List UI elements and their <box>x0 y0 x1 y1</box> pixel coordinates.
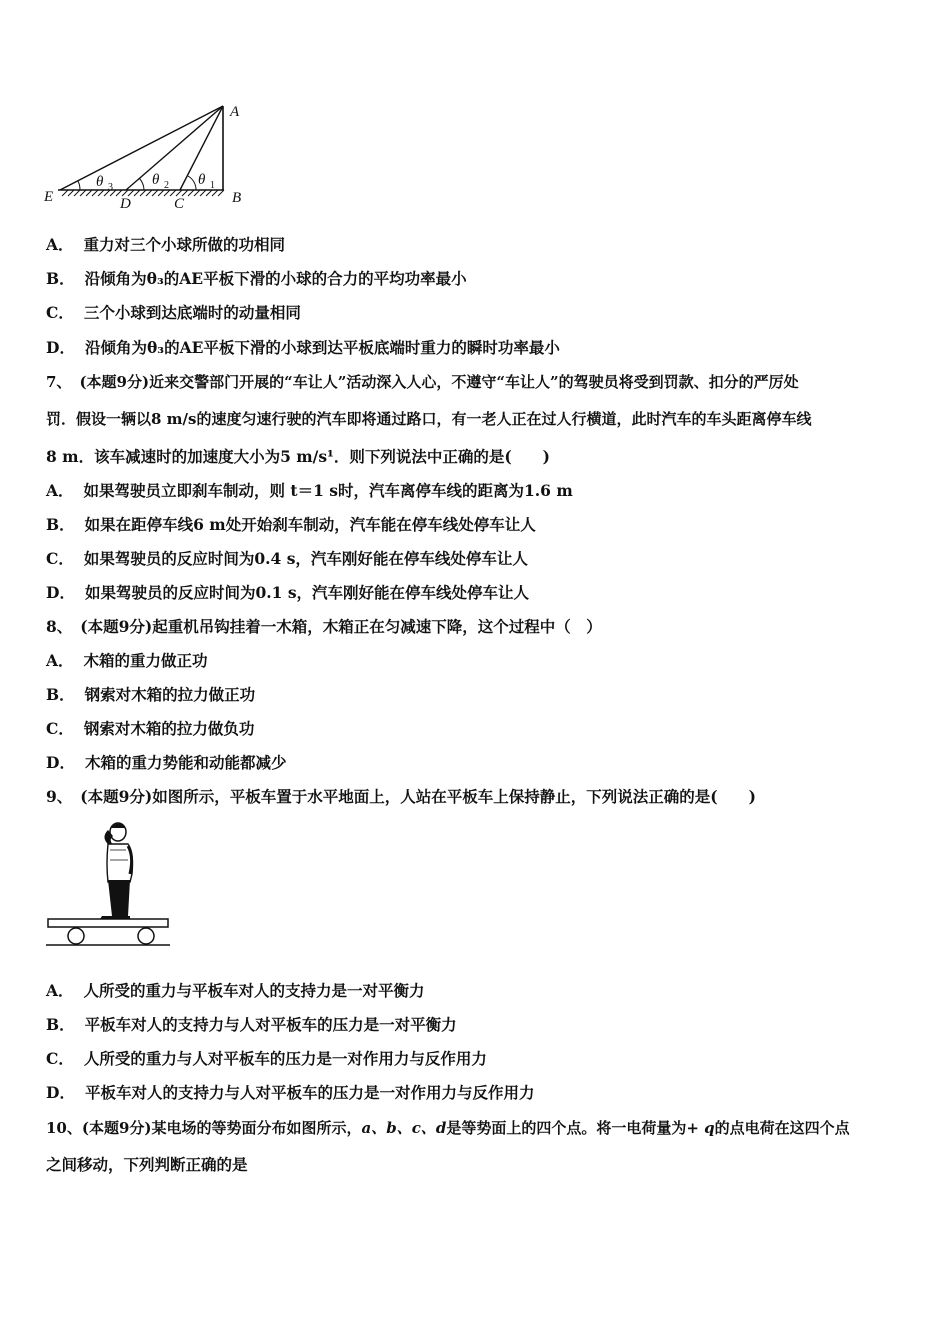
option-text: 人所受的重力与平板车对人的支持力是一对平衡力 <box>83 981 425 1000</box>
q7-stem-line2 <box>46 408 916 430</box>
incline-diagram <box>40 98 255 210</box>
label-theta3: θ <box>96 174 104 190</box>
option-letter: A． <box>46 981 74 1000</box>
question-text: (本题9分)如图所示，平板车置于水平地面上，人站在平板车上保持静止，下列说法正确的是( ) <box>80 787 756 806</box>
question-number: 10、 <box>46 1119 82 1137</box>
label-theta1-sub: 1 <box>210 180 215 191</box>
label-B: B <box>232 190 242 206</box>
option-text: 如果在距停车线6 m处开始刹车制动，汽车能在停车线处停车让人 <box>84 515 536 534</box>
question-text: (本题9分)某电场的等势面分布如图所示， <box>81 1119 362 1137</box>
question-text: 8 m．该车减速时的加速度大小为5 m/s¹．则下列说法中正确的是( ) <box>46 447 551 466</box>
option-letter: C． <box>46 1049 74 1068</box>
label-E: E <box>44 189 54 205</box>
option-letter: B． <box>46 269 75 288</box>
question-text: (本题9分)起重机吊钩挂着一木箱，木箱正在匀减速下降，这个过程中（ ） <box>80 617 602 636</box>
option-letter: C． <box>46 303 74 322</box>
point-labels: a、b、c、d <box>361 1119 447 1137</box>
option-text: 钢索对木箱的拉力做负功 <box>83 719 255 738</box>
option-letter: B． <box>46 1015 75 1034</box>
question-text: 是等势面上的四个点。将一电荷量为+ <box>446 1119 705 1137</box>
option-text: 人所受的重力与人对平板车的压力是一对作用力与反作用力 <box>83 1049 487 1068</box>
label-theta1: θ <box>198 172 206 188</box>
option-letter: B． <box>46 685 75 704</box>
q7-stem-line3 <box>46 446 916 468</box>
option-text: 沿倾角为θ₃的AE平板下滑的小球到达平板底端时重力的瞬时功率最小 <box>84 338 560 357</box>
q9-stem <box>46 786 916 808</box>
option-text: 木箱的重力做正功 <box>83 651 208 670</box>
option-letter: A． <box>46 651 74 670</box>
q10-stem-line1 <box>46 1117 916 1139</box>
q8-option-b <box>46 684 916 706</box>
q7-option-a <box>46 480 916 502</box>
q6-option-d <box>46 337 916 359</box>
label-theta3-sub: 3 <box>108 182 113 193</box>
q9-option-d <box>46 1082 916 1104</box>
question-text: 罚．假设一辆以8 m/s的速度匀速行驶的汽车即将通过路口，有一老人正在过人行横道，此时汽车的车头距离停车线 <box>46 410 812 428</box>
q10-stem-line2 <box>46 1154 916 1176</box>
option-text: 三个小球到达底端时的动量相同 <box>83 303 301 322</box>
option-letter: D． <box>46 338 75 357</box>
label-C: C <box>174 196 185 210</box>
option-text: 如果驾驶员立即刹车制动，则 t＝1 s时，汽车离停车线的距离为1.6 m <box>83 481 573 500</box>
option-text: 平板车对人的支持力与人对平板车的压力是一对作用力与反作用力 <box>84 1083 535 1102</box>
q8-option-c <box>46 718 916 740</box>
q9-option-b <box>46 1014 916 1036</box>
option-letter: C． <box>46 719 74 738</box>
question-text: (本题9分)近来交警部门开展的“车让人”活动深入人心，不遵守“车让人”的驾驶员将受到罚款、扣分的严厉处 <box>79 373 799 391</box>
question-number: 9、 <box>46 787 73 806</box>
q8-stem <box>46 616 916 638</box>
question-text: 的点电荷在这四个点 <box>714 1119 850 1137</box>
option-letter: A． <box>46 235 74 254</box>
option-letter: D． <box>46 1083 75 1102</box>
option-text: 如果驾驶员的反应时间为0.1 s，汽车刚好能在停车线处停车让人 <box>84 583 530 602</box>
option-text: 木箱的重力势能和动能都减少 <box>84 753 287 772</box>
option-text: 钢索对木箱的拉力做正功 <box>84 685 256 704</box>
person-on-cart-diagram <box>44 816 174 954</box>
question-number: 8、 <box>46 617 73 636</box>
option-text: 沿倾角为θ₃的AE平板下滑的小球的合力的平均功率最小 <box>84 269 467 288</box>
option-text: 重力对三个小球所做的功相同 <box>83 235 286 254</box>
q7-option-b <box>46 514 916 536</box>
q7-option-d <box>46 582 916 604</box>
option-letter: D． <box>46 583 75 602</box>
q6-option-a <box>46 234 916 256</box>
label-theta2: θ <box>152 172 160 188</box>
option-letter: D． <box>46 753 75 772</box>
option-text: 如果驾驶员的反应时间为0.4 s，汽车刚好能在停车线处停车让人 <box>83 549 528 568</box>
q6-option-b <box>46 268 916 290</box>
option-letter: B． <box>46 515 75 534</box>
q8-option-d <box>46 752 916 774</box>
q9-option-a <box>46 980 916 1002</box>
label-A: A <box>230 104 240 120</box>
q8-option-a <box>46 650 916 672</box>
question-number: 7、 <box>46 373 72 391</box>
q9-option-c <box>46 1048 916 1070</box>
q7-option-c <box>46 548 916 570</box>
option-text: 平板车对人的支持力与人对平板车的压力是一对平衡力 <box>84 1015 457 1034</box>
label-D: D <box>120 196 131 210</box>
option-letter: A． <box>46 481 74 500</box>
question-text: 之间移动，下列判断正确的是 <box>46 1155 248 1174</box>
q6-option-c <box>46 302 916 324</box>
option-letter: C． <box>46 549 74 568</box>
label-theta2-sub: 2 <box>164 180 169 191</box>
q7-stem-line1 <box>46 371 916 393</box>
charge-symbol: q <box>704 1119 715 1137</box>
